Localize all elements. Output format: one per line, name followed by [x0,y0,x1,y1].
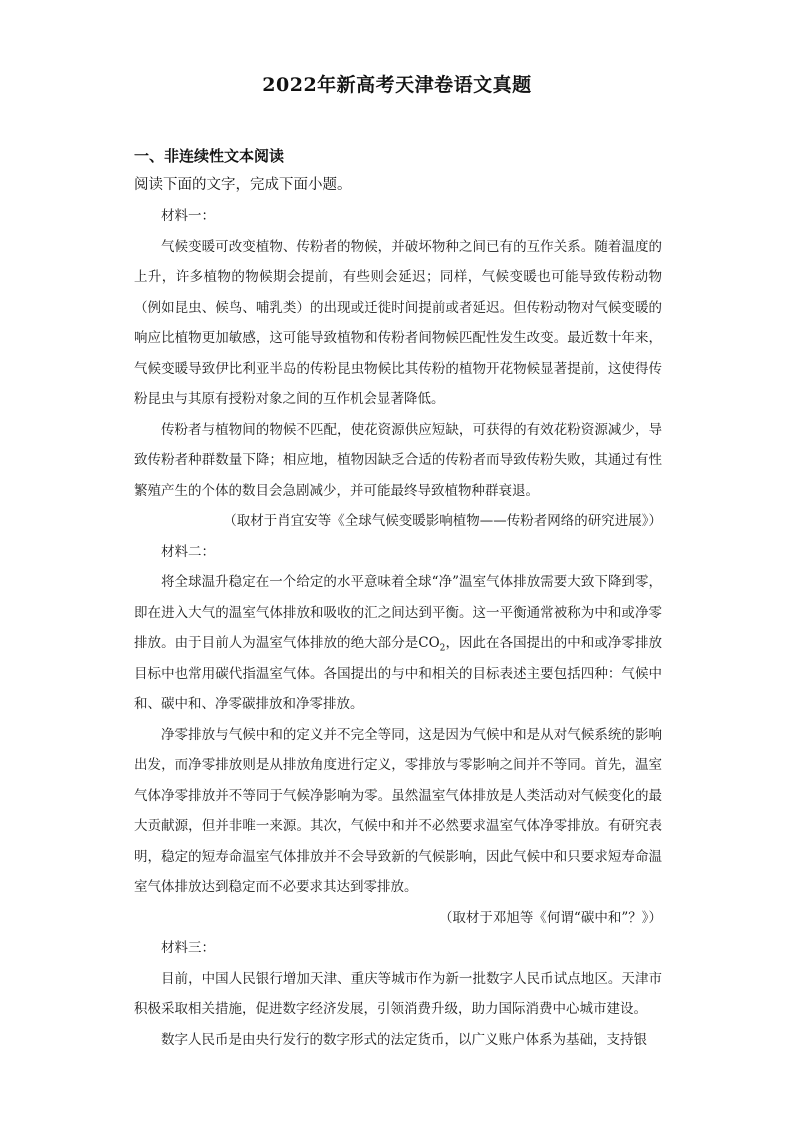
material-1-paragraph-2: 传粉者与植物间的物候不匹配，使花资源供应短缺，可获得的有效花粉资源减少，导致传粉者种群数量下降；相应地，植物因缺乏合适的传粉者而导致传粉失败，其通过有性繁殖产生的个体的数目会急剧减少，并可能最终导致植物种群衰退。 [134,421,662,499]
material-1-label: 材料一： [161,208,215,224]
material-2-source: （取材于邓旭等《何谓“碳中和”？》） [438,909,662,926]
material-3-paragraph-1: 目前，中国人民银行增加天津、重庆等城市作为新一批数字人民币试点地区。天津市积极采取相关措施，促进数字经济发展，引领消费升级，助力国际消费中心城市建设。 [134,970,662,1017]
material-2-paragraph-1-part-a: 将全球温升稳定在一个给定的水平意味着全球“净”温室气体排放需要大致下降到零，即在进入大气的温室气体排放和吸收的汇之间达到平衡。这一平衡通常被称为中和或净零排放。由于目前人为温室气体排放的绝大部分是CO [134,574,662,651]
instruction-text: 阅读下面的文字，完成下面小题。 [134,177,352,193]
section-heading: 一、非连续性文本阅读 [134,147,285,165]
material-3-paragraph-2: 数字人民币是由央行发行的数字形式的法定货币，以广义账户体系为基础，支持银 [161,1031,647,1048]
material-2-paragraph-1-part-b: ，因此在各国提出的中和或净零排放目标中也常用碳代指温室气体。各国提出的与中和相关的目标表述主要包括四种：气候中和、碳中和、净零碳排放和净零排放。 [134,635,662,712]
page-title: 2022年新高考天津卷语文真题 [262,74,532,96]
material-2-label: 材料二： [161,543,215,560]
passage-body [134,201,662,1055]
material-1-source: （取材于肖宜安等《全球气候变暖影响植物——传粉者网络的研究进展》） [223,513,662,529]
material-2-paragraph-2: 净零排放与气候中和的定义并不完全等同，这是因为气候中和是从对气候系统的影响出发，而净零排放则是从排放角度进行定义，零排放与零影响之间并不等同。首先，温室气体净零排放并不等同于气候净影响为零。虽然温室气体排放是人类活动对气候变化的最大贡献源，但并非唯一来源。其次，气候中和并不必然要求温室气体净零排放。有研究表明，稳定的短寿命温室气体排放并不会导致新的气候影响，因此气候中和只要求短寿命温室气体排放达到稳定而不必要求其达到零排放。 [134,726,662,895]
co2-subscript: 2 [439,643,446,654]
material-2-paragraph-1 [134,567,662,720]
material-1-paragraph-1: 气候变暖可改变植物、传粉者的物候，并破坏物种之间已有的互作关系。随着温度的上升，许多植物的物候期会提前，有些则会延迟；同样，气候变暖也可能导致传粉动物（例如昆虫、候鸟、哺乳类）的出现或迁徙时间提前或者延迟。但传粉动物对气候变暖的响应比植物更加敏感，这可能导致植物和传粉者间物候匹配性发生改变。最近数十年来，气候变暖导致伊比利亚半岛的传粉昆虫物候比其传粉的植物开花物候显著提前，这使得传粉昆虫与其原有授粉对象之间的互作机会显著降低。 [134,238,662,407]
material-3-label: 材料三： [161,940,215,956]
